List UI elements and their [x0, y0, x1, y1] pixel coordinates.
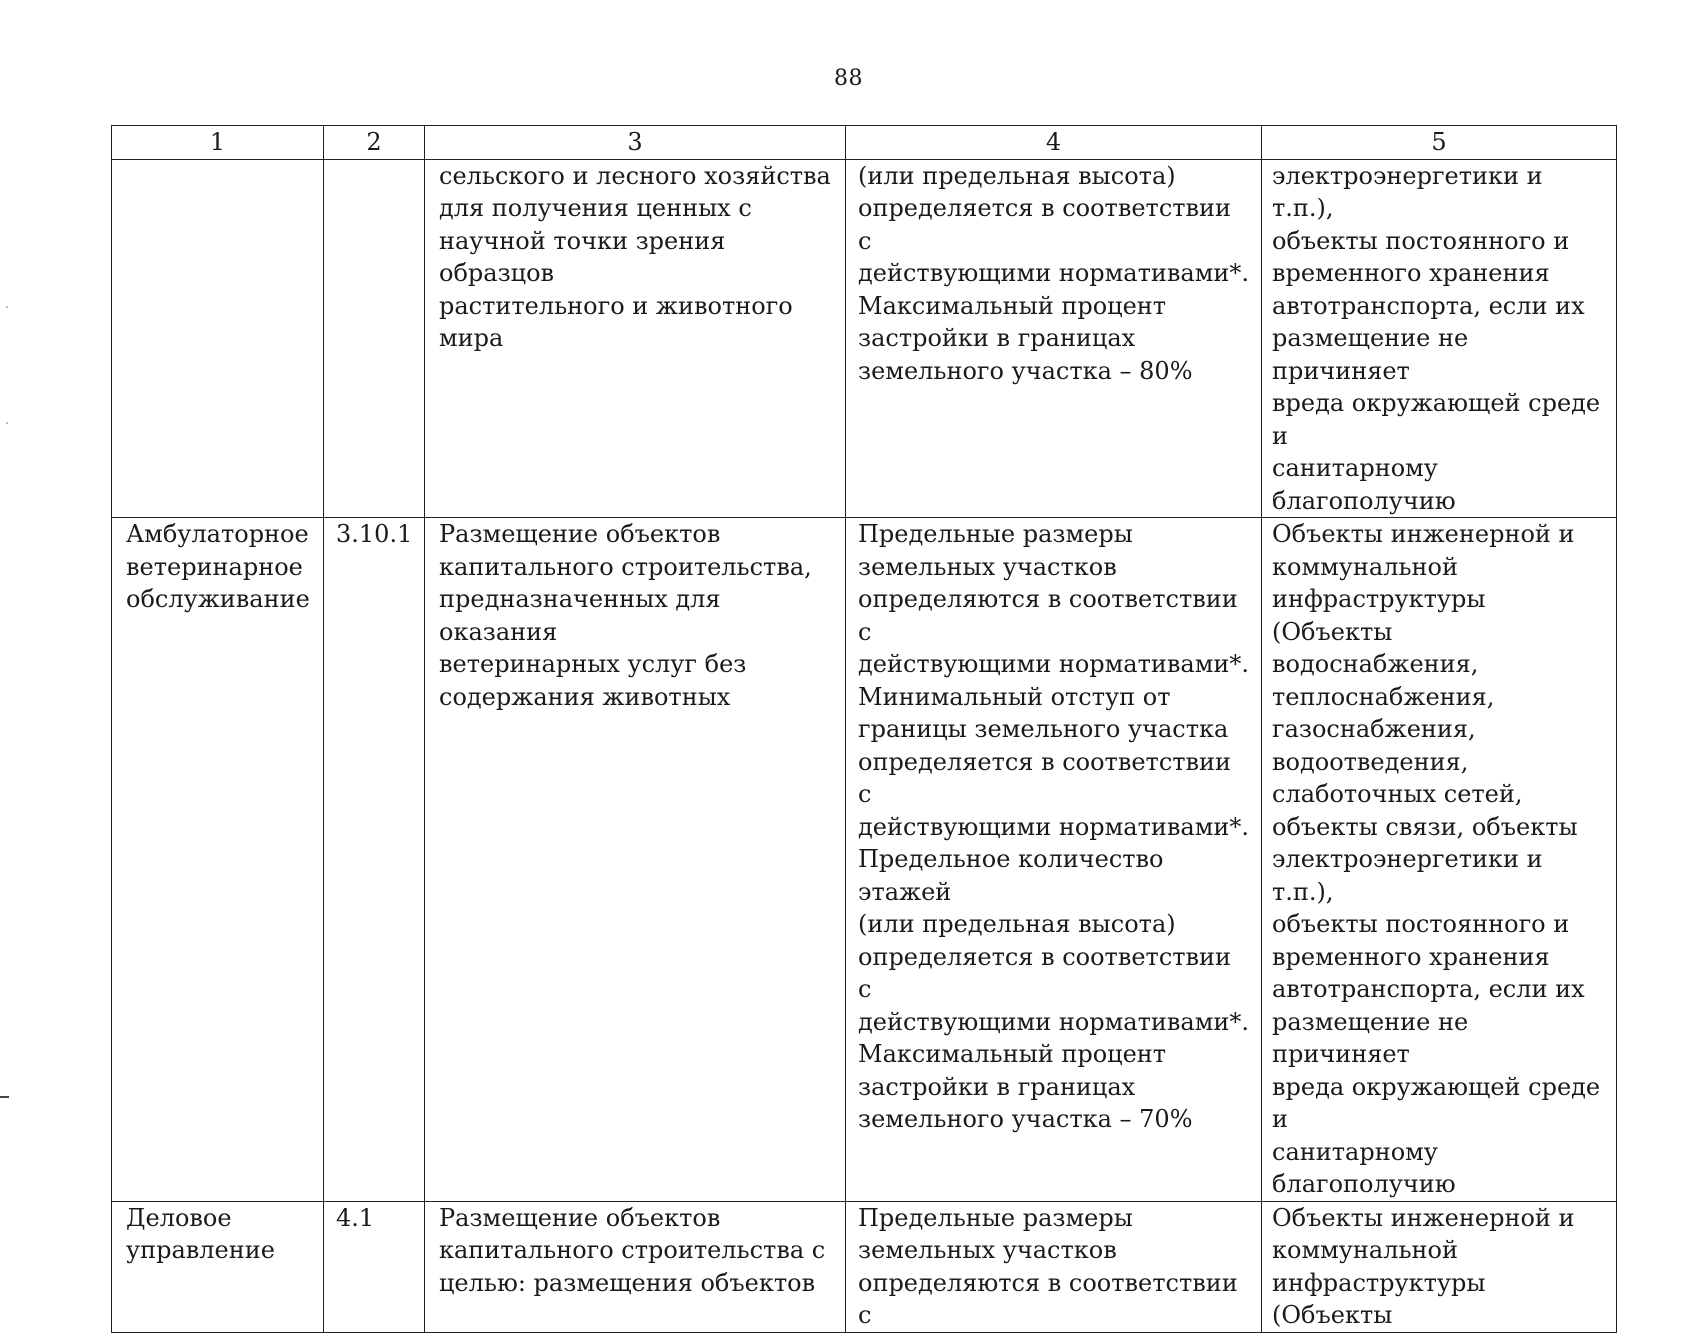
- column-header-5: 5: [1262, 126, 1617, 160]
- parameters-text: Предельные размеры земельных участков определяются в соответствии с: [858, 1203, 1238, 1329]
- column-header-1: 1: [112, 126, 324, 160]
- parameters-cell: [846, 518, 1262, 1202]
- page-number: 88: [834, 66, 863, 91]
- parameters-cell: [846, 159, 1262, 518]
- use-name-cell: [112, 518, 324, 1202]
- use-name-cell: [112, 159, 324, 518]
- auxiliary-uses-text: электроэнергетики и т.п.), объекты постоянного и временного хранения автотранспорта, если их размещение не причиняет вреда окружающей среде и санитарному благополучию: [1272, 161, 1601, 515]
- use-code-text: 3.10.1: [336, 520, 413, 548]
- parameters-text: (или предельная высота) определяется в соответствии с действующими нормативами*. Максимальный процент застройки в границах земельного участка – 80%: [858, 161, 1249, 385]
- table-row: [112, 518, 1617, 1202]
- column-header-4: 4: [846, 126, 1262, 160]
- use-description-text: Размещение объектов капитального строительства с целью: размещения объектов: [439, 1203, 826, 1297]
- table-header-row: [112, 126, 1617, 160]
- auxiliary-uses-cell: [1262, 518, 1617, 1202]
- auxiliary-uses-cell: [1262, 1201, 1617, 1332]
- auxiliary-uses-cell: [1262, 159, 1617, 518]
- use-code-cell: [324, 518, 425, 1202]
- land-use-table: [111, 125, 1617, 1333]
- use-description-text: сельского и лесного хозяйства для получения ценных с научной точки зрения образцов растительного и животного мира: [439, 161, 831, 352]
- column-header-2: 2: [324, 126, 425, 160]
- use-code-cell: [324, 1201, 425, 1332]
- use-description-cell: [425, 159, 846, 518]
- parameters-cell: [846, 1201, 1262, 1332]
- column-header-3: 3: [425, 126, 846, 160]
- parameters-text: Предельные размеры земельных участков определяются в соответствии с действующими нормативами*. Минимальный отступ от границы земельного участка определяется в соответствии с действующими нормативами*. Предельное количество этажей (или предельная высота) определяется в соответствии с действующими нормативами*. Максимальный процент застройки в границах земельного участка – 70%: [858, 520, 1249, 1133]
- scan-artifact: [6, 306, 8, 308]
- margin-mark: [0, 1096, 9, 1098]
- auxiliary-uses-text: Объекты инженерной и коммунальной инфраструктуры (Объекты водоснабжения, теплоснабжения, газоснабжения, водоотведения, слаботочных сетей, объекты связи, объекты электроэнергетики и т.п.), объекты постоянного и временного хранения автотранспорта, если их размещение не причиняет вреда окружающей среде и санитарному благополучию: [1272, 520, 1601, 1198]
- use-description-cell: [425, 518, 846, 1202]
- use-code-cell: [324, 159, 425, 518]
- use-code-text: 4.1: [336, 1203, 375, 1232]
- table-row: [112, 1201, 1617, 1332]
- scan-artifact: [6, 422, 8, 424]
- use-name-cell: [112, 1201, 324, 1332]
- use-description-text: Размещение объектов капитального строительства, предназначенных для оказания ветеринарных услуг без содержания животных: [439, 520, 812, 711]
- auxiliary-uses-text: Объекты инженерной и коммунальной инфраструктуры (Объекты: [1272, 1203, 1575, 1329]
- use-description-cell: [425, 1201, 846, 1332]
- use-name-text: Амбулаторное ветеринарное обслуживание: [126, 520, 310, 613]
- table-row: [112, 159, 1617, 518]
- use-name-text: Деловое управление: [126, 1203, 275, 1264]
